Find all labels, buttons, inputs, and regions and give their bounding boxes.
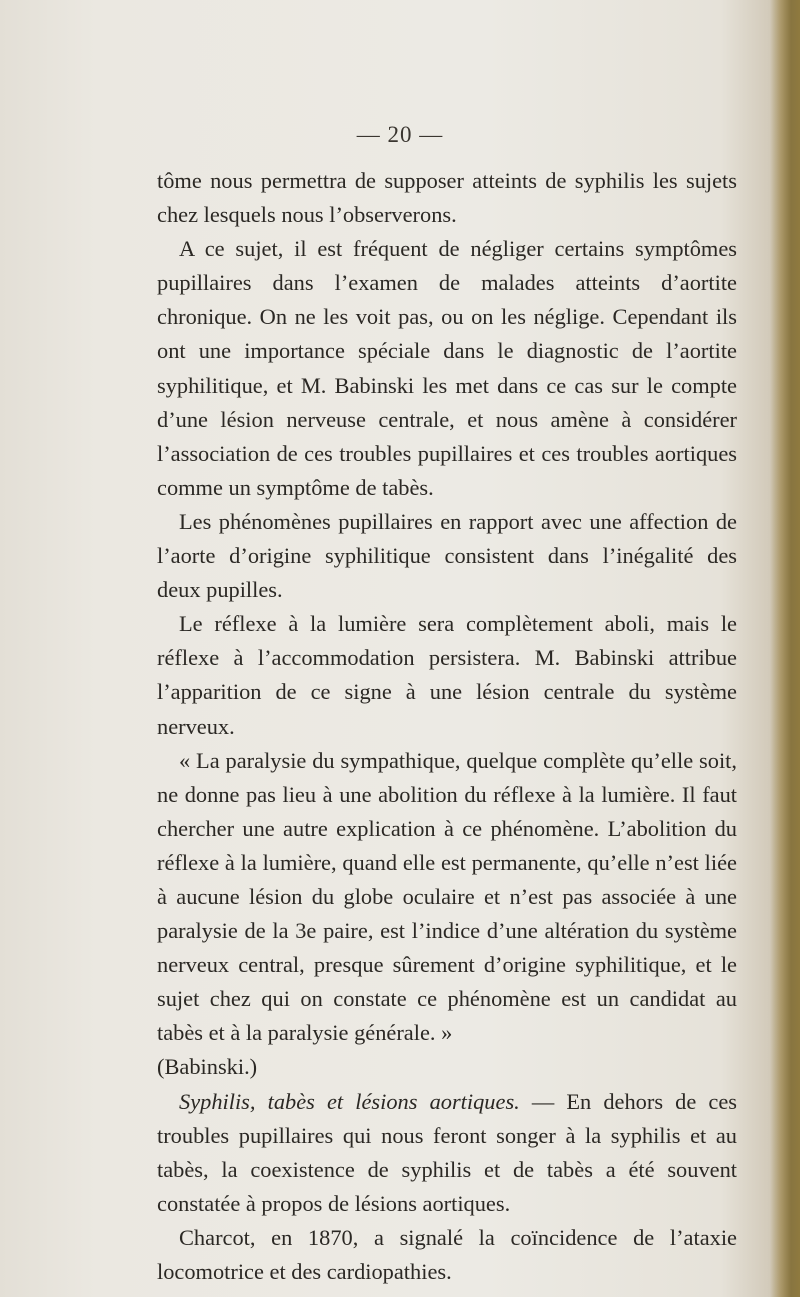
page-binding-edge	[770, 0, 800, 1297]
paragraph-3: Les phénomènes pupillaires en rapport avec une affection de l’aorte d’origine syphilitique consistent dans l’inégalité des deux pupilles.	[157, 508, 737, 603]
quote-paragraph: « La paralysie du sympathique, quelque complète qu’elle soit, ne donne pas lieu à une abolition du réflexe à la lumière. Il faut chercher une autre explication à ce phénomène. L’abolition du réflexe à la lumière, quand elle est permanente, qu’elle n’est liée à aucune lésion du globe oculaire et n’est pas associée à une paralysie de la 3e paire, est l’indice d’une altération du système nerveux central, presque sûrement d’origine syphilitique, et le sujet chez qui on constate ce phénomène est un candidat au tabès et à la paralysie générale. »	[157, 747, 737, 1046]
body-text	[157, 164, 737, 1289]
quote-attribution: (Babinski.)	[157, 1054, 258, 1080]
paragraph-4: Le réflexe à la lumière sera complètement aboli, mais le réflexe à l’accommodation persistera. M. Babinski attribue l’apparition de ce signe à une lésion centrale du système nerveux.	[157, 611, 737, 739]
paragraph-1: tôme nous permettra de supposer atteints de syphilis les sujets chez lesquels nous l’observerons.	[157, 168, 737, 228]
paragraph-section-heading	[157, 1085, 737, 1221]
paragraph-last: Charcot, en 1870, a signalé la coïncidence de l’ataxie locomotrice et des cardiopathies.	[157, 1224, 737, 1284]
section-text: — En dehors de ces troubles pupillaires qui nous feront songer à la syphilis et au tabès, la coexistence de syphilis et de tabès a été souvent constatée à propos de lésions aortiques.	[157, 1088, 737, 1216]
paragraph-2: A ce sujet, il est fréquent de négliger certains symptômes pupillaires dans l’examen de malades atteints d’aortite chronique. On ne les voit pas, ou on les néglige. Cependant ils ont une importance spéciale dans le diagnostic de l’aortite syphilitique, et M. Babinski les met dans ce cas sur le compte d’une lésion nerveuse centrale, et nous amène à considérer l’association de ces troubles pupillaires et ces troubles aortiques comme un symptôme de tabès.	[157, 236, 737, 500]
section-heading: Syphilis, tabès et lésions aortiques.	[179, 1088, 520, 1114]
page-number: — 20 —	[356, 122, 444, 147]
